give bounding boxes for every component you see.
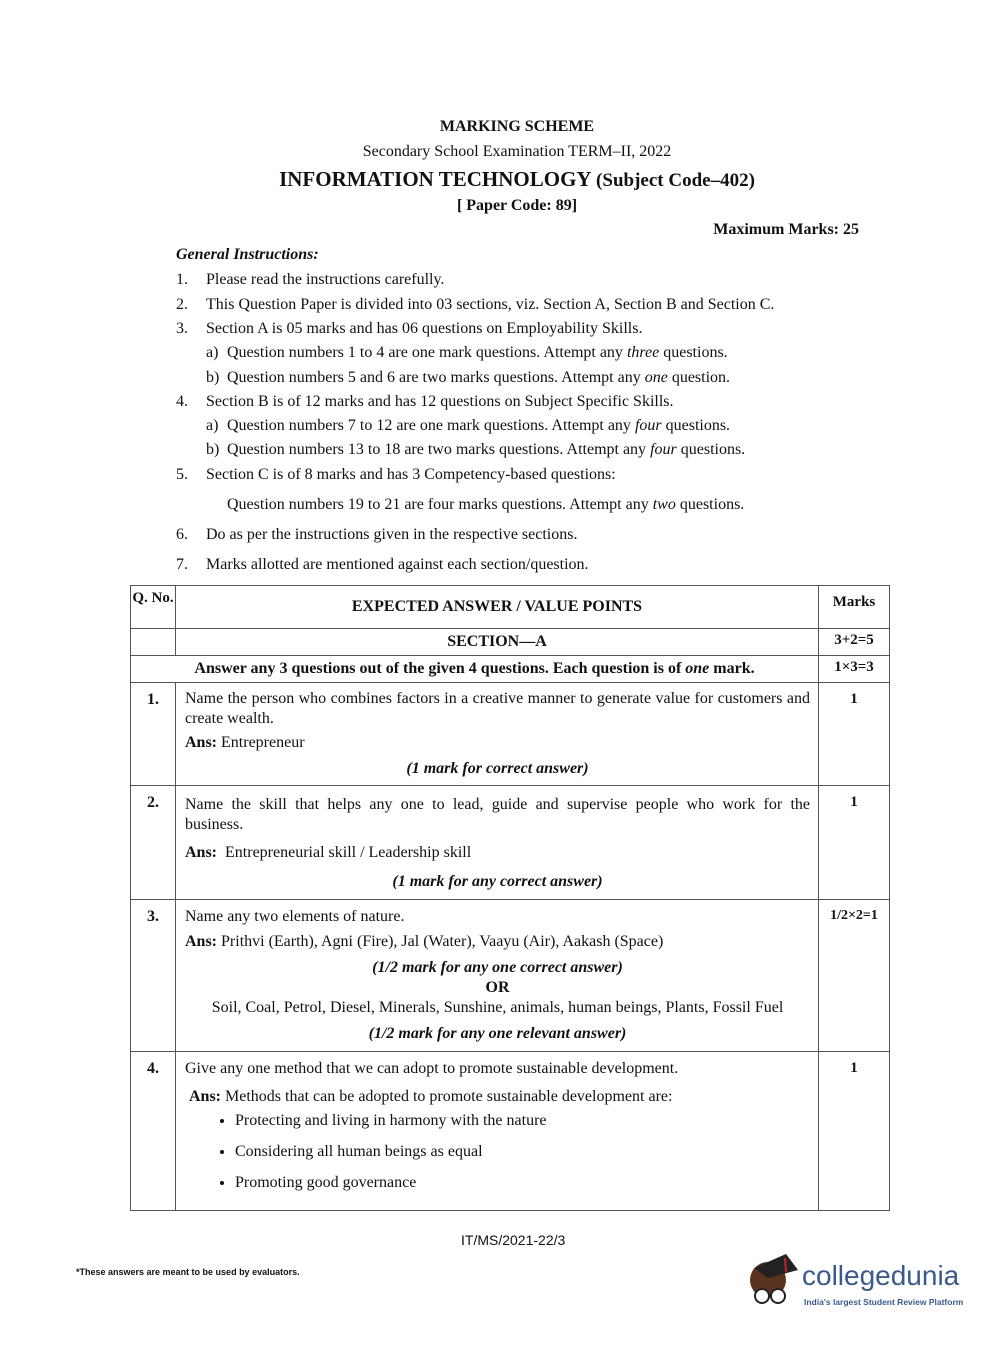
instruction-number: a)	[206, 417, 219, 434]
question-number: 2.	[131, 786, 176, 900]
section-label: SECTION—A	[176, 629, 819, 656]
instruction-text: Section A is 05 marks and has 06 questions on Employability Skills.	[206, 320, 643, 337]
instruction-number: 5.	[176, 466, 188, 483]
marking-note: (1 mark for correct answer)	[406, 760, 589, 777]
question-text: Name the skill that helps any one to lead, guide and supervise people who work for the business.	[185, 796, 810, 833]
instruction-text: Question numbers 1 to 4 are one mark questions. Attempt any three questions.	[227, 344, 728, 361]
instruction-text: Question numbers 5 and 6 are two marks questions. Attempt any one question.	[227, 369, 731, 386]
exam-name: Secondary School Examination TERM–II, 2022	[362, 143, 672, 160]
table-row	[131, 683, 890, 786]
instruction-text: Question numbers 7 to 12 are one mark questions. Attempt any four questions.	[227, 417, 731, 434]
alternate-answer: Soil, Coal, Petrol, Diesel, Minerals, Sunshine, animals, human beings, Plants, Fossil Fuel	[211, 999, 784, 1016]
bullet-item: • Protecting and living in harmony with the nature	[235, 1111, 810, 1131]
question-number: 3.	[131, 900, 176, 1052]
instruction-text: Section B is of 12 marks and has 12 questions on Subject Specific Skills.	[206, 393, 674, 410]
instruction-text: Marks allotted are mentioned against each section/question.	[206, 556, 589, 573]
question-text: Name any two elements of nature.	[185, 908, 405, 925]
question-marks: 1	[819, 1052, 890, 1211]
answer: Ans: Prithvi (Earth), Agni (Fire), Jal (Water), Vaayu (Air), Aakash (Space)	[185, 933, 664, 950]
question-number: 4.	[131, 1052, 176, 1211]
instruction-number: 4.	[176, 393, 188, 410]
collegedunia-logo: collegedunia India's largest Student Review Platform	[744, 1250, 969, 1315]
max-marks: Maximum Marks: 25	[713, 221, 859, 238]
instruction-text: Section C is of 8 marks and has 3 Competency-based questions:	[206, 466, 616, 483]
instruction-number: 2.	[176, 296, 188, 313]
subhead-marks: 1×3=3	[819, 656, 890, 683]
instruction-number: 7.	[176, 556, 188, 573]
marks-header: Marks	[819, 586, 890, 629]
marking-note: (1/2 mark for any one correct answer)	[372, 959, 623, 976]
bullet-item: • Promoting good governance	[235, 1173, 810, 1193]
marking-note-2: (1/2 mark for any one relevant answer)	[368, 1025, 627, 1042]
method-list	[185, 1111, 810, 1193]
answer: Ans: Entrepreneur	[185, 734, 305, 751]
section-row	[131, 629, 890, 656]
table-row	[131, 900, 890, 1052]
subject: INFORMATION TECHNOLOGY	[279, 167, 591, 191]
question-marks: 1/2×2=1	[819, 900, 890, 1052]
evaluator-note: *These answers are meant to be used by evaluators.	[76, 1267, 300, 1277]
answer-table	[130, 585, 890, 1211]
instruction-number: 6.	[176, 526, 188, 543]
instruction-number: 1.	[176, 271, 188, 288]
table-row	[131, 786, 890, 900]
question-text: Name the person who combines factors in a creative manner to generate value for customers and create wealth.	[185, 690, 810, 727]
or-label: OR	[485, 979, 510, 996]
instruction-text: Question numbers 13 to 18 are two marks questions. Attempt any four questions.	[227, 441, 746, 458]
question-marks: 1	[819, 786, 890, 900]
answer-header: EXPECTED ANSWER / VALUE POINTS	[176, 586, 819, 629]
instruction-text: Please read the instructions carefully.	[206, 271, 445, 288]
instruction-number: 3.	[176, 320, 188, 337]
answer: Ans: Entrepreneurial skill / Leadership skill	[185, 844, 472, 861]
question-marks: 1	[819, 683, 890, 786]
subject-heading	[0, 167, 1002, 192]
answer: Ans: Methods that can be adopted to promote sustainable development are:	[189, 1088, 673, 1105]
table-row	[131, 1052, 890, 1211]
page-code: IT/MS/2021-22/3	[461, 1232, 566, 1248]
mascot-icon	[744, 1250, 804, 1312]
instruction-number: a)	[206, 344, 219, 361]
instruction-text: Do as per the instructions given in the respective sections.	[206, 526, 578, 543]
section-marks: 3+2=5	[819, 629, 890, 656]
question-text: Give any one method that we can adopt to promote sustainable development.	[185, 1060, 679, 1077]
instruction-text: Question numbers 19 to 21 are four marks questions. Attempt any two questions.	[227, 496, 745, 513]
instruction-number: b)	[206, 369, 220, 386]
instruction-number: b)	[206, 441, 220, 458]
instructions-heading: General Instructions:	[176, 246, 319, 263]
subject-code: (Subject Code–402)	[596, 170, 755, 191]
bullet-item: • Considering all human beings as equal	[235, 1142, 810, 1162]
instruction-text: This Question Paper is divided into 03 sections, viz. Section A, Section B and Section C.	[206, 296, 775, 313]
subhead-row	[131, 656, 890, 683]
question-number: 1.	[131, 683, 176, 786]
subhead-text: Answer any 3 questions out of the given 4 questions. Each question is of one mark.	[131, 656, 819, 683]
qno-header: Q. No.	[131, 586, 176, 629]
paper-code: [ Paper Code: 89]	[456, 197, 578, 214]
table-header-row	[131, 586, 890, 629]
marking-note: (1 mark for any correct answer)	[392, 873, 603, 890]
doc-title: MARKING SCHEME	[439, 118, 595, 135]
